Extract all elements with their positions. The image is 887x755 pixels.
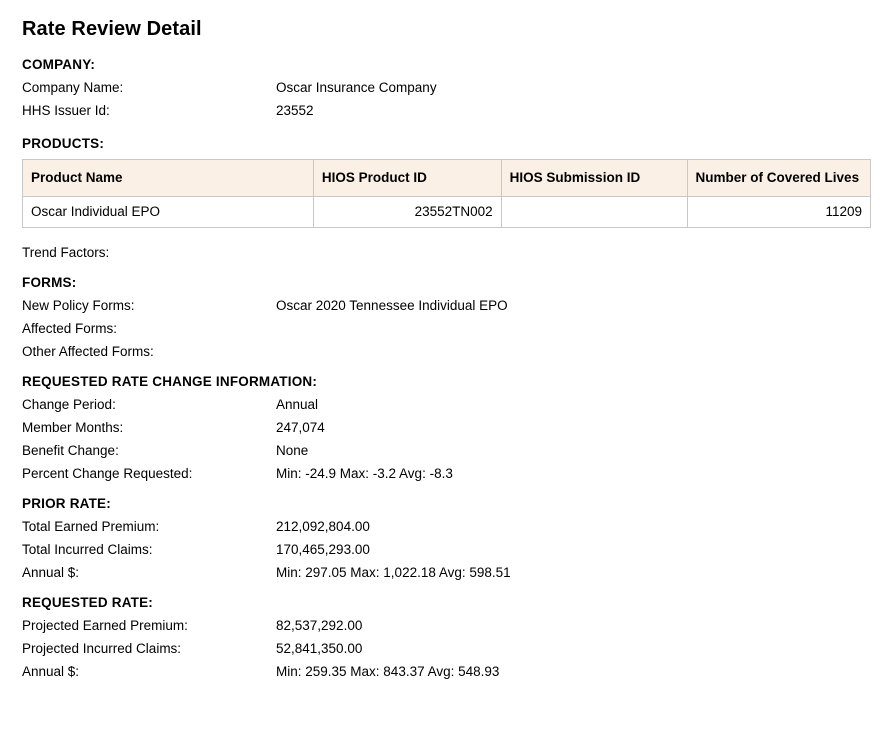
field-value: Oscar Insurance Company (276, 80, 437, 95)
field-row (22, 660, 867, 683)
column-header-covered-lives: Number of Covered Lives (687, 160, 870, 197)
column-header-hios-product-id: HIOS Product ID (313, 160, 501, 197)
cell-product-name: Oscar Individual EPO (23, 197, 314, 228)
table-header-row (23, 160, 871, 197)
field-value: Oscar 2020 Tennessee Individual EPO (276, 298, 508, 313)
field-label: Company Name: (22, 80, 124, 95)
trend-factors-row (22, 242, 867, 264)
company-section-heading: COMPANY: (22, 57, 96, 72)
field-row (22, 76, 867, 99)
column-header-product-name: Product Name (23, 160, 314, 197)
products-section-heading: PRODUCTS: (22, 136, 105, 151)
field-value: 247,074 (276, 420, 325, 435)
field-row (22, 439, 867, 462)
field-value: 52,841,350.00 (276, 641, 363, 656)
field-label: Benefit Change: (22, 443, 119, 458)
field-label: Member Months: (22, 420, 124, 435)
field-value: Annual (276, 397, 319, 412)
field-value: Min: -24.9 Max: -3.2 Avg: -8.3 (276, 466, 453, 481)
prior-rate-fields (22, 515, 867, 584)
company-fields (22, 76, 867, 122)
requested-rate-change-information-fields (22, 393, 867, 485)
field-value: Min: 259.35 Max: 843.37 Avg: 548.93 (276, 664, 500, 679)
field-label: HHS Issuer Id: (22, 103, 110, 118)
cell-hios-product-id: 23552TN002 (313, 197, 501, 228)
field-row (22, 340, 867, 363)
field-value: None (276, 443, 309, 458)
forms-section-heading: FORMS: (22, 275, 77, 290)
field-label: New Policy Forms: (22, 298, 135, 313)
field-label: Percent Change Requested: (22, 466, 193, 481)
field-label: Annual $: (22, 565, 80, 580)
table-row (23, 197, 871, 228)
field-label: Total Earned Premium: (22, 519, 160, 534)
cell-hios-submission-id (501, 197, 687, 228)
cell-covered-lives: 11209 (687, 197, 870, 228)
requested-rate-fields (22, 614, 867, 683)
field-value: 23552 (276, 103, 314, 118)
prior-rate-section-heading: PRIOR RATE: (22, 496, 111, 511)
requested-rate-change-information-heading: REQUESTED RATE CHANGE INFORMATION: (22, 374, 318, 389)
field-row (22, 294, 867, 317)
field-row (22, 637, 867, 660)
forms-fields (22, 294, 867, 363)
field-value: 170,465,293.00 (276, 542, 370, 557)
trend-factors-label: Trend Factors: (22, 245, 110, 260)
page-title: Rate Review Detail (22, 18, 202, 40)
field-label: Projected Earned Premium: (22, 618, 188, 633)
column-header-hios-submission-id: HIOS Submission ID (501, 160, 687, 197)
field-label: Other Affected Forms: (22, 344, 154, 359)
field-row (22, 538, 867, 561)
field-row (22, 561, 867, 584)
field-row (22, 393, 867, 416)
field-label: Total Incurred Claims: (22, 542, 153, 557)
products-table (22, 159, 871, 228)
field-row (22, 416, 867, 439)
field-row (22, 462, 867, 485)
field-label: Annual $: (22, 664, 80, 679)
field-label: Affected Forms: (22, 321, 118, 336)
field-value: 212,092,804.00 (276, 519, 370, 534)
field-label: Change Period: (22, 397, 116, 412)
field-value: 82,537,292.00 (276, 618, 363, 633)
field-label: Projected Incurred Claims: (22, 641, 182, 656)
field-row (22, 515, 867, 538)
field-row (22, 317, 867, 340)
field-row (22, 99, 867, 122)
requested-rate-section-heading: REQUESTED RATE: (22, 595, 154, 610)
field-row (22, 614, 867, 637)
field-value: Min: 297.05 Max: 1,022.18 Avg: 598.51 (276, 565, 511, 580)
